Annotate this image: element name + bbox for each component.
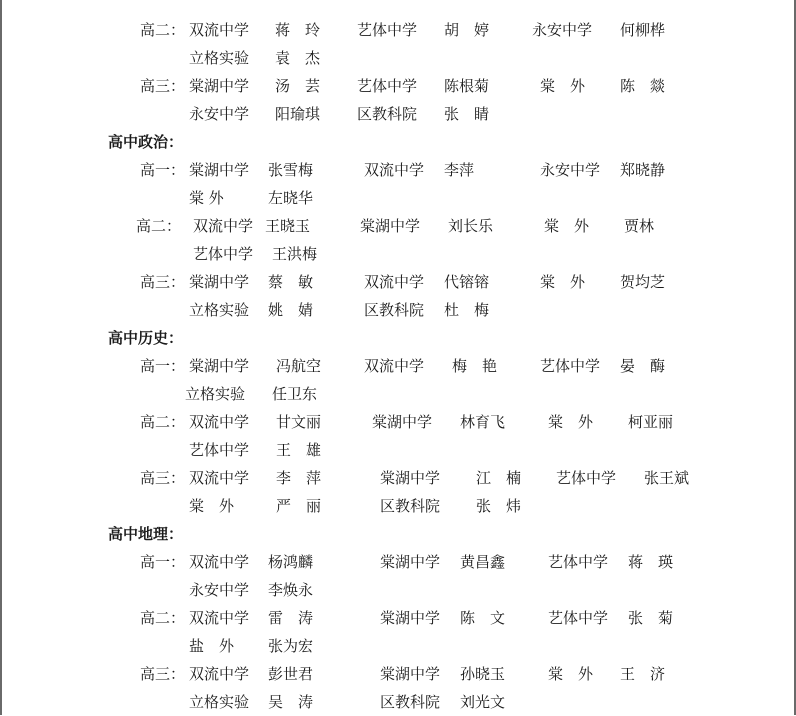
teacher-name: 梅 艳: [452, 357, 498, 375]
school-name: 立格实验: [189, 693, 250, 711]
grade-label: 高二：: [136, 217, 182, 235]
school-name: 艺体中学: [189, 441, 250, 459]
school-name: 艺体中学: [193, 245, 254, 263]
teacher-name: 杜 梅: [444, 301, 490, 319]
school-name: 棠湖中学: [380, 609, 441, 627]
school-name: 双流中学: [189, 553, 250, 571]
school-name: 艺体中学: [548, 553, 609, 571]
teacher-name: 张 炜: [476, 497, 522, 515]
teacher-name: 左晓华: [268, 189, 314, 207]
teacher-name: 陈根菊: [444, 77, 490, 95]
teacher-name: 柯亚丽: [628, 413, 674, 431]
teacher-name: 任卫东: [272, 385, 318, 403]
teacher-name: 陈 文: [460, 609, 506, 627]
teacher-name: 代镕镕: [444, 273, 490, 291]
teacher-name: 蒋 瑛: [628, 553, 674, 571]
teacher-name: 张为宏: [268, 637, 314, 655]
school-name: 双流中学: [364, 357, 425, 375]
teacher-name: 彭世君: [268, 665, 314, 683]
school-name: 永安中学: [540, 161, 601, 179]
school-name: 永安中学: [189, 105, 250, 123]
teacher-name: 王 雄: [276, 441, 322, 459]
section-heading: 高中政治：: [108, 133, 184, 151]
teacher-name: 蒋 玲: [275, 21, 321, 39]
teacher-name: 江 楠: [476, 469, 522, 487]
teacher-name: 林育飞: [460, 413, 506, 431]
school-name: 艺体中学: [357, 77, 418, 95]
teacher-name: 陈 燚: [620, 77, 666, 95]
school-name: 棠湖中学: [189, 273, 250, 291]
school-name: 棠 外: [540, 273, 586, 291]
school-name: 双流中学: [189, 665, 250, 683]
school-name: 棠湖中学: [189, 161, 250, 179]
teacher-name: 何柳桦: [620, 21, 666, 39]
school-name: 双流中学: [193, 217, 254, 235]
teacher-name: 杨鸿麟: [268, 553, 314, 571]
school-name: 双流中学: [189, 469, 250, 487]
school-name: 棠湖中学: [380, 665, 441, 683]
school-name: 棠 外: [540, 77, 586, 95]
grade-label: 高一：: [140, 161, 186, 179]
school-name: 棠 外: [189, 189, 224, 207]
teacher-name: 李焕永: [268, 581, 314, 599]
teacher-name: 贾林: [624, 217, 655, 235]
school-name: 棠湖中学: [360, 217, 421, 235]
school-name: 双流中学: [189, 21, 250, 39]
teacher-name: 黄昌鑫: [460, 553, 506, 571]
school-name: 双流中学: [189, 413, 250, 431]
school-name: 棠湖中学: [372, 413, 433, 431]
teacher-name: 刘长乐: [448, 217, 494, 235]
teacher-name: 张王斌: [644, 469, 690, 487]
teacher-name: 胡 婷: [444, 21, 490, 39]
school-name: 棠湖中学: [189, 357, 250, 375]
teacher-name: 李 萍: [276, 469, 322, 487]
teacher-name: 郑晓静: [620, 161, 666, 179]
school-name: 永安中学: [189, 581, 250, 599]
school-name: 区教科院: [380, 497, 441, 515]
school-name: 棠湖中学: [189, 77, 250, 95]
section-heading: 高中历史：: [108, 329, 184, 347]
school-name: 区教科院: [380, 693, 441, 711]
grade-label: 高二：: [140, 21, 186, 39]
grade-label: 高二：: [140, 413, 186, 431]
teacher-name: 王晓玉: [265, 217, 311, 235]
teacher-name: 孙晓玉: [460, 665, 506, 683]
teacher-name: 晏 酶: [620, 357, 666, 375]
page-left-border: [0, 0, 2, 715]
school-name: 立格实验: [189, 301, 250, 319]
school-name: 棠 外: [548, 413, 594, 431]
section-heading: 高中地理：: [108, 525, 184, 543]
teacher-name: 甘文丽: [276, 413, 322, 431]
teacher-name: 阳瑜琪: [275, 105, 321, 123]
grade-label: 高一：: [140, 357, 186, 375]
school-name: 立格实验: [185, 385, 246, 403]
teacher-name: 刘光文: [460, 693, 506, 711]
teacher-name: 贺均芝: [620, 273, 666, 291]
grade-label: 高三：: [140, 665, 186, 683]
school-name: 双流中学: [189, 609, 250, 627]
teacher-name: 张雪梅: [268, 161, 314, 179]
school-name: 艺体中学: [548, 609, 609, 627]
school-name: 艺体中学: [357, 21, 418, 39]
teacher-name: 张 菊: [628, 609, 674, 627]
teacher-name: 雷 涛: [268, 609, 314, 627]
teacher-name: 蔡 敏: [268, 273, 314, 291]
grade-label: 高三：: [140, 77, 186, 95]
school-name: 立格实验: [189, 49, 250, 67]
school-name: 区教科院: [364, 301, 425, 319]
teacher-name: 冯航空: [276, 357, 322, 375]
school-name: 棠 外: [544, 217, 590, 235]
grade-label: 高三：: [140, 273, 186, 291]
teacher-name: 李萍: [444, 161, 475, 179]
grade-label: 高三：: [140, 469, 186, 487]
teacher-name: 王 济: [620, 665, 666, 683]
school-name: 双流中学: [364, 273, 425, 291]
teacher-name: 张 睛: [444, 105, 490, 123]
school-name: 棠湖中学: [380, 553, 441, 571]
school-name: 盐 外: [189, 637, 235, 655]
school-name: 棠湖中学: [380, 469, 441, 487]
teacher-name: 姚 婧: [268, 301, 314, 319]
school-name: 区教科院: [357, 105, 418, 123]
teacher-name: 王洪梅: [272, 245, 318, 263]
school-name: 艺体中学: [556, 469, 617, 487]
grade-label: 高一：: [140, 553, 186, 571]
school-name: 双流中学: [364, 161, 425, 179]
teacher-name: 吴 涛: [268, 693, 314, 711]
teacher-name: 袁 杰: [275, 49, 321, 67]
school-name: 棠 外: [548, 665, 594, 683]
teacher-name: 严 丽: [276, 497, 322, 515]
teacher-name: 汤 芸: [275, 77, 321, 95]
school-name: 艺体中学: [540, 357, 601, 375]
grade-label: 高二：: [140, 609, 186, 627]
school-name: 永安中学: [532, 21, 593, 39]
school-name: 棠 外: [189, 497, 235, 515]
